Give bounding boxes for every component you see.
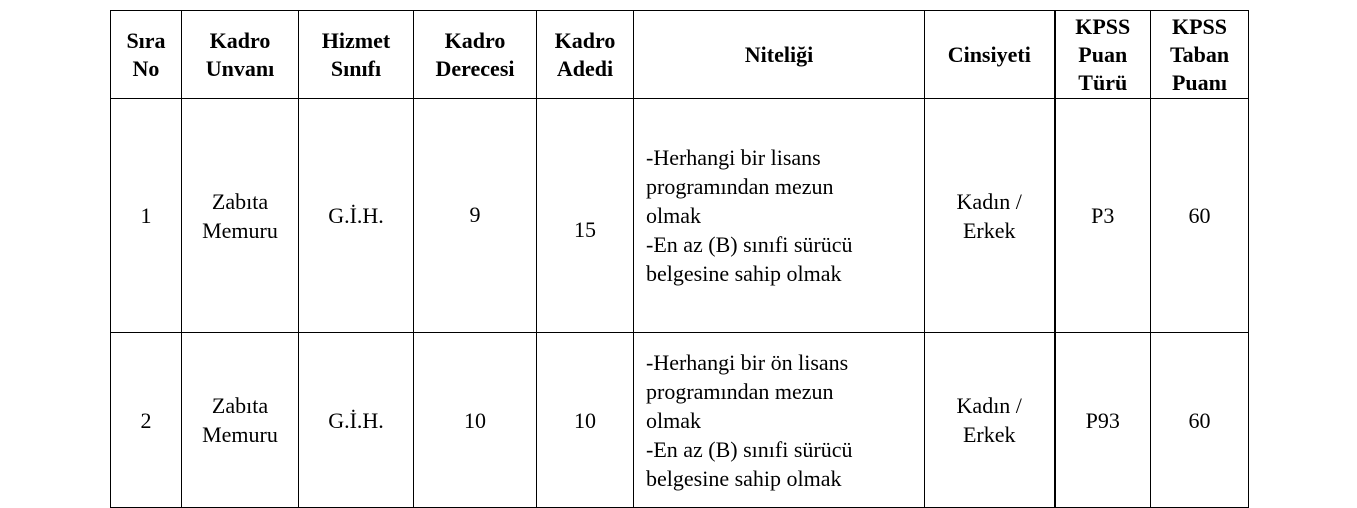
header-kadro-adedi: Kadro Adedi <box>537 11 634 99</box>
cell-kpss-puan-turu: P93 <box>1055 333 1151 508</box>
cell-kpss-taban-puani: 60 <box>1151 333 1249 508</box>
cell-cinsiyeti: Kadın / Erkek <box>925 99 1055 333</box>
cell-hizmet-sinifi: G.İ.H. <box>299 333 414 508</box>
cell-niteligi: -Herhangi bir lisans programından mezun olmak -En az (B) sınıfi sürücü belgesine sahip olmak <box>634 99 925 333</box>
cell-sira-no: 1 <box>111 99 182 333</box>
header-cinsiyeti: Cinsiyeti <box>925 11 1055 99</box>
cell-niteligi: -Herhangi bir ön lisans programından mezun olmak -En az (B) sınıfi sürücü belgesine sahip olmak <box>634 333 925 508</box>
header-kadro-unvani: Kadro Unvanı <box>182 11 299 99</box>
kadro-table <box>110 10 1249 508</box>
header-sira-no: Sıra No <box>111 11 182 99</box>
cell-kpss-taban-puani: 60 <box>1151 99 1249 333</box>
cell-kadro-adedi: 10 <box>537 333 634 508</box>
cell-kadro-derecesi: 9 <box>414 99 537 333</box>
cell-kpss-puan-turu: P3 <box>1055 99 1151 333</box>
header-kpss-taban-puani: KPSS Taban Puanı <box>1151 11 1249 99</box>
header-niteligi: Niteliği <box>634 11 925 99</box>
cell-kadro-adedi: 15 <box>537 99 634 333</box>
header-hizmet-sinifi: Hizmet Sınıfı <box>299 11 414 99</box>
cell-kadro-unvani: Zabıta Memuru <box>182 333 299 508</box>
header-kpss-puan-turu: KPSS Puan Türü <box>1055 11 1151 99</box>
cell-kadro-derecesi: 10 <box>414 333 537 508</box>
table-row <box>111 99 1249 333</box>
cell-hizmet-sinifi: G.İ.H. <box>299 99 414 333</box>
table-row <box>111 333 1249 508</box>
cell-cinsiyeti: Kadın / Erkek <box>925 333 1055 508</box>
header-row <box>111 11 1249 99</box>
cell-kadro-unvani: Zabıta Memuru <box>182 99 299 333</box>
header-kadro-derecesi: Kadro Derecesi <box>414 11 537 99</box>
cell-sira-no: 2 <box>111 333 182 508</box>
